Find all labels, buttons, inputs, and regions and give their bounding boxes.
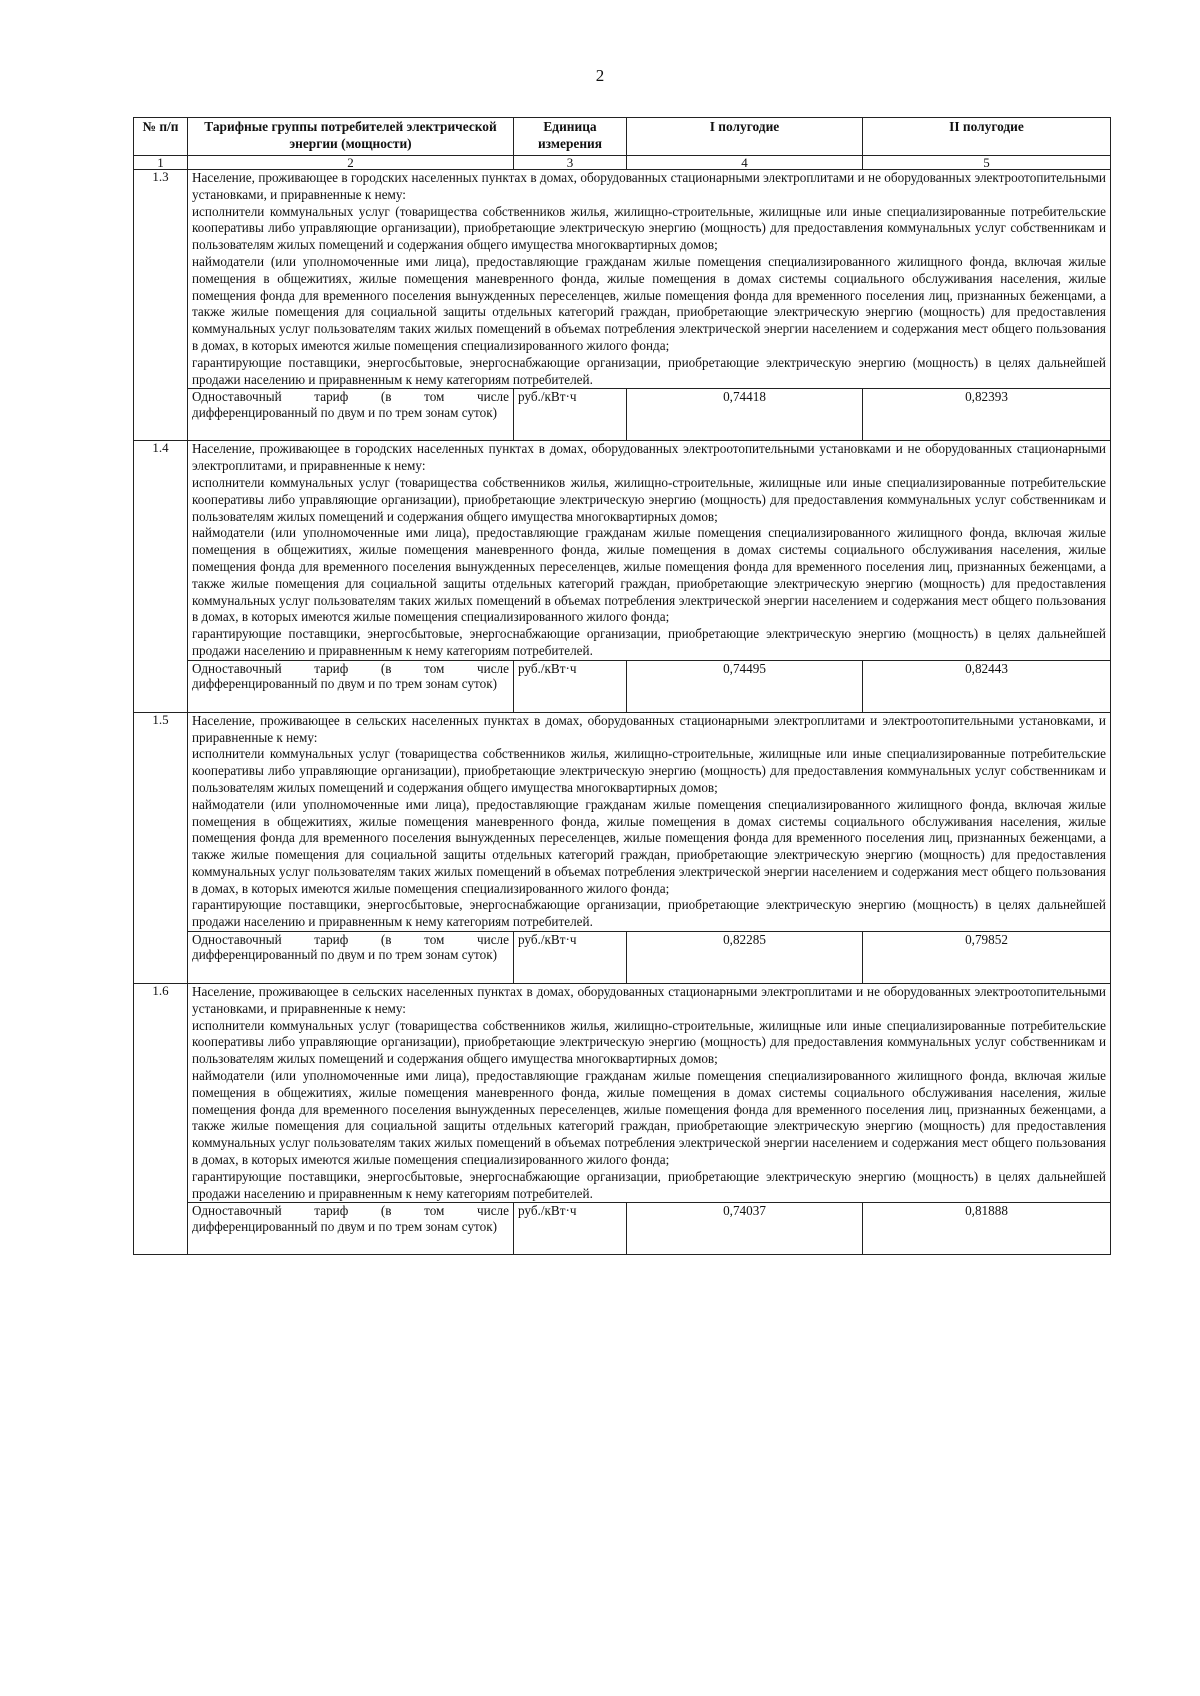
description-paragraph: гарантирующие поставщики, энергосбытовые, энергоснабжающие организации, приобретающие электрическую энергию (мощность) в целях дальнейшей продажи населению и приравненным к нему категориям потребителей. [192,897,1106,930]
category-description [188,712,1111,931]
tariff-name: Одноставочный тариф (в том числе дифференцированный по двум и по трем зонам суток) [188,932,514,984]
category-description [188,170,1111,389]
column-number-row [134,156,1111,170]
description-paragraph: Население, проживающее в городских населенных пунктах в домах, оборудованных электроотопительными установками и не оборудованных стационарными электроплитами, и приравненные к нему: [192,441,1106,474]
description-paragraph: исполнители коммунальных услуг (товарищества собственников жилья, жилищно-строительные, жилищные или иные специализированные потребительские кооперативы либо управляющие организации), приобретающие электрическую энергию (мощность) для предоставления коммунальных услуг собственникам и пользователям жилых помещений и содержания общего имущества многоквартирных домов; [192,474,1106,524]
header-half1: I полугодие [627,118,863,156]
half2-value: 0,81888 [863,1203,1111,1255]
row-number: 1.6 [134,984,188,1255]
half1-value: 0,82285 [627,932,863,984]
tariff-name: Одноставочный тариф (в том числе дифференцированный по двум и по трем зонам суток) [188,389,514,441]
column-number: 1 [134,156,188,170]
column-number: 3 [514,156,627,170]
column-number: 2 [188,156,514,170]
description-paragraph: наймодатели (или уполномоченные ими лица), предоставляющие гражданам жилые помещения специализированного жилищного фонда, включая жилые помещения в общежитиях, жилые помещения маневренного фонда, жилые помещения в домах системы социального обслуживания населения, жилые помещения фонда для временного поселения вынужденных переселенцев, жилые помещения фонда для временного поселения лиц, признанных беженцами, а также жилые помещения для социальной защиты отдельных категорий граждан, приобретающие электрическую энергию (мощность) для предоставления коммунальных услуг пользователям таких жилых помещений в объемах потребления электрической энергии населением и содержания мест общего пользования в домах, в которых имеются жилые помещения специализированного жилого фонда; [192,796,1106,896]
half1-value: 0,74418 [627,389,863,441]
description-paragraph: Население, проживающее в сельских населенных пунктах в домах, оборудованных стационарными электроплитами и не оборудованных электроотопительными установками, и приравненные к нему: [192,984,1106,1016]
description-paragraph: гарантирующие поставщики, энергосбытовые, энергоснабжающие организации, приобретающие электрическую энергию (мощность) в целях дальнейшей продажи населению и приравненным к нему категориям потребителей. [192,1168,1106,1201]
tariff-row [134,932,1111,984]
half2-value: 0,82443 [863,660,1111,712]
unit-cell: руб./кВт·ч [514,1203,627,1255]
page-number: 2 [595,66,605,85]
description-paragraph: гарантирующие поставщики, энергосбытовые, энергоснабжающие организации, приобретающие электрическую энергию (мощность) в целях дальнейшей продажи населению и приравненным к нему категориям потребителей. [192,626,1106,658]
half2-value: 0,82393 [863,389,1111,441]
category-row [134,170,1111,389]
header-row [134,118,1111,156]
header-half2: II полугодие [863,118,1111,156]
category-description [188,441,1111,660]
row-number: 1.4 [134,441,188,712]
header-group: Тарифные группы потребителей электрической энергии (мощности) [188,118,514,156]
category-description [188,984,1111,1203]
half1-value: 0,74037 [627,1203,863,1255]
category-row [134,984,1111,1203]
column-number: 5 [863,156,1111,170]
description-paragraph: исполнители коммунальных услуг (товарищества собственников жилья, жилищно-строительные, жилищные или иные специализированные потребительские кооперативы либо управляющие организации), приобретающие электрическую энергию (мощность) для предоставления коммунальных услуг собственникам и пользователям жилых помещений и содержания общего имущества многоквартирных домов; [192,746,1106,795]
description-paragraph: наймодатели (или уполномоченные ими лица), предоставляющие гражданам жилые помещения специализированного жилищного фонда, включая жилые помещения в общежитиях, жилые помещения маневренного фонда, жилые помещения в домах системы социального обслуживания населения, жилые помещения фонда для временного поселения вынужденных переселенцев, жилые помещения фонда для временного поселения лиц, признанных беженцами, а также жилые помещения для социальной защиты отдельных категорий граждан, приобретающие электрическую энергию (мощность) для предоставления коммунальных услуг пользователям таких жилых помещений в объемах потребления электрической энергии населением и содержания мест общего пользования в домах, в которых имеются жилые помещения специализированного жилого фонда; [192,253,1106,353]
tariff-name: Одноставочный тариф (в том числе дифференцированный по двум и по трем зонам суток) [188,660,514,712]
tariff-name: Одноставочный тариф (в том числе дифференцированный по двум и по трем зонам суток) [188,1203,514,1255]
half1-value: 0,74495 [627,660,863,712]
description-paragraph: исполнители коммунальных услуг (товарищества собственников жилья, жилищно-строительные, жилищные или иные специализированные потребительские кооперативы либо управляющие организации), приобретающие электрическую энергию (мощность) для предоставления коммунальных услуг собственникам и пользователям жилых помещений и содержания общего имущества многоквартирных домов; [192,203,1106,253]
unit-cell: руб./кВт·ч [514,932,627,984]
table-body [134,170,1111,1255]
row-number: 1.5 [134,712,188,983]
tariff-table [133,117,1111,1255]
tariff-row [134,660,1111,712]
header-unit: Единица измерения [514,118,627,156]
description-paragraph: наймодатели (или уполномоченные ими лица), предоставляющие гражданам жилые помещения специализированного жилищного фонда, включая жилые помещения в общежитиях, жилые помещения маневренного фонда, жилые помещения в домах системы социального обслуживания населения, жилые помещения фонда для временного поселения вынужденных переселенцев, жилые помещения фонда для временного поселения лиц, признанных беженцами, а также жилые помещения для социальной защиты отдельных категорий граждан, приобретающие электрическую энергию (мощность) для предоставления коммунальных услуг пользователям таких жилых помещений в объемах потребления электрической энергии населением и содержания мест общего пользования в домах, в которых имеются жилые помещения специализированного жилого фонда; [192,525,1106,625]
description-paragraph: исполнители коммунальных услуг (товарищества собственников жилья, жилищно-строительные, жилищные или иные специализированные потребительские кооперативы либо управляющие организации), приобретающие электрическую энергию (мощность) для предоставления коммунальных услуг собственникам и пользователям жилых помещений и содержания общего имущества многоквартирных домов; [192,1017,1106,1067]
unit-cell: руб./кВт·ч [514,389,627,441]
tariff-row [134,1203,1111,1255]
category-row [134,441,1111,660]
description-paragraph: гарантирующие поставщики, энергосбытовые, энергоснабжающие организации, приобретающие электрическую энергию (мощность) в целях дальнейшей продажи населению и приравненным к нему категориям потребителей. [192,354,1106,387]
half2-value: 0,79852 [863,932,1111,984]
column-number: 4 [627,156,863,170]
tariff-row [134,389,1111,441]
unit-cell: руб./кВт·ч [514,660,627,712]
row-number: 1.3 [134,170,188,441]
category-row [134,712,1111,931]
header-num: № п/п [134,118,188,156]
description-paragraph: Население, проживающее в сельских населенных пунктах в домах, оборудованных стационарными электроплитами и электроотопительными установками, и приравненные к нему: [192,712,1106,745]
description-paragraph: Население, проживающее в городских населенных пунктах в домах, оборудованных стационарными электроплитами и не оборудованных электроотопительными установками, и приравненные к нему: [192,170,1106,202]
description-paragraph: наймодатели (или уполномоченные ими лица), предоставляющие гражданам жилые помещения специализированного жилищного фонда, включая жилые помещения в общежитиях, жилые помещения маневренного фонда, жилые помещения в домах системы социального обслуживания населения, жилые помещения фонда для временного поселения вынужденных переселенцев, жилые помещения фонда для временного поселения лиц, признанных беженцами, а также жилые помещения для социальной защиты отдельных категорий граждан, приобретающие электрическую энергию (мощность) для предоставления коммунальных услуг пользователям таких жилых помещений в объемах потребления электрической энергии населением и содержания мест общего пользования в домах, в которых имеются жилые помещения специализированного жилого фонда; [192,1068,1106,1168]
